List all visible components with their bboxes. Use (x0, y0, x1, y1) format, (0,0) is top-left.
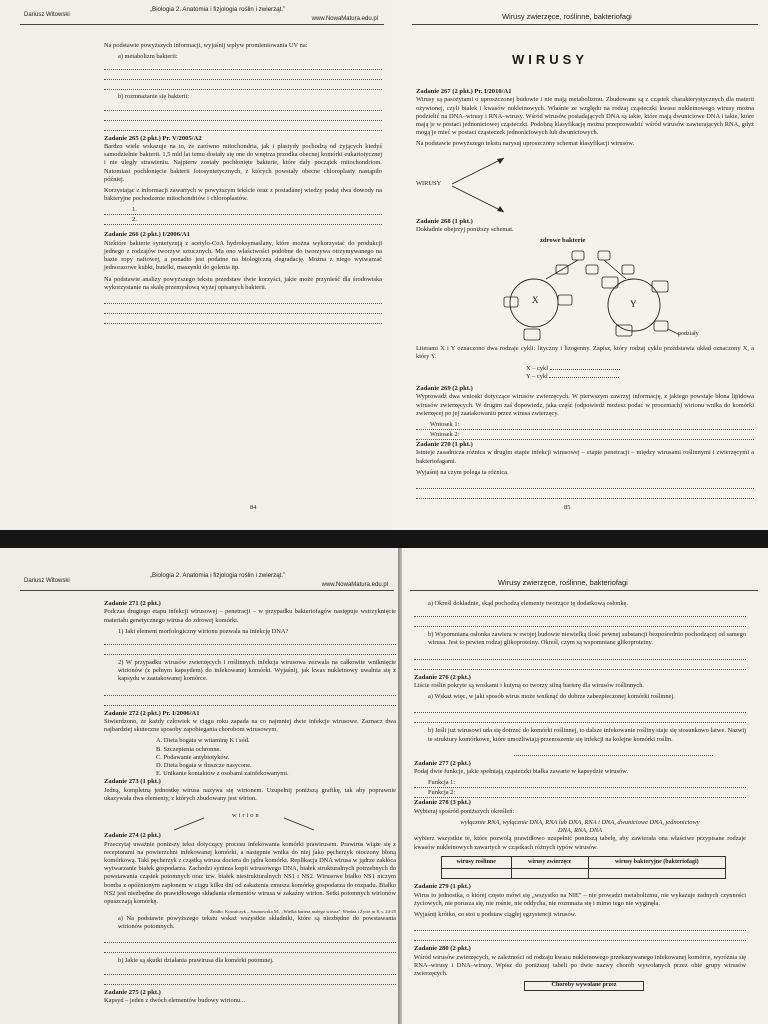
page-85 (392, 0, 768, 530)
answer-line (104, 976, 396, 985)
header-rule (20, 24, 384, 25)
col-bacteria: wirusy bakteryjne (bakteriofagi) (588, 856, 726, 869)
option-a[interactable]: A. Dieta bogata w witaminę K i sód. (156, 737, 250, 745)
task-273-heading: Zadanie 273 (1 pkt.) (104, 778, 161, 786)
answer-line (104, 295, 382, 304)
table-cell[interactable] (588, 869, 726, 879)
label-x: X (532, 295, 539, 306)
task-272-heading: Zadanie 272 (2 pkt.) Pr. I/2006/A1 (104, 709, 200, 717)
scan-gap (0, 530, 768, 548)
header-rule (410, 590, 758, 591)
classification-sketch (416, 152, 754, 218)
option-list (104, 737, 396, 778)
task-274-b: b) Jakie są skutki działania prawirusa dla komórki potomnej. (118, 957, 274, 965)
page-header (0, 0, 392, 26)
task-278-heading: Zadanie 278 (3 pkt.) (414, 799, 471, 807)
header-title: Wirusy zwierzęce, roślinne, bakteriofagi (498, 578, 628, 587)
page-header (392, 0, 768, 26)
task-278-question: wybierz wszystkie te, które pozwolą prawidłowo uzupełnić poniższą tabelę, aby zawierała ona właściwe przypisane rodzaje kwasów nukleinowych zawartych w cząstkach różnych typów wirusów. (414, 835, 746, 851)
virus-table (441, 856, 727, 880)
task-275-heading: Zadanie 275 (2 pkt.) (104, 988, 161, 996)
task-266-question: Na podstawie analizy powyższego tekstu przedstaw dwie korzyści, jakie może przynieść dla środowiska wykorzystanie na skalę przemysłową wyżej opisanych bakterii. (104, 275, 382, 291)
task-268-question: Literami X i Y oznaczono dwa rodzaje cykli: lityczny i lizogenny. Zapisz, który rodzaj cyklu przedstawia układ oznaczony X, a który Y. (416, 345, 754, 361)
x-cycle-label: X – cykl (526, 364, 549, 372)
question-a: a) metabolizm bakterii: (118, 53, 178, 61)
task-276-text: Liście roślin pokryte są woskami i kutyną co tworzy silną barierę dla wirusów roślinnych. (414, 682, 645, 689)
answer-2: 2. (104, 216, 382, 225)
answer-line (549, 377, 619, 378)
answer-y (416, 373, 754, 381)
task-278-text: Wybieraj spośród poniższych określeń: (414, 807, 515, 815)
answer-line (104, 687, 396, 696)
function-1: Funkcja 1: (414, 779, 746, 788)
page-body (104, 600, 396, 1008)
task-280-heading: Zadanie 280 (2 pkt.) (414, 945, 471, 953)
option-e[interactable]: E. Unikanie kontaktów z osobami zainfekowanymi. (156, 770, 289, 778)
answer-line (104, 305, 382, 314)
y-cycle-label: Y – cykl (526, 372, 548, 380)
answer-line (414, 932, 746, 941)
answer-1: 1. (104, 206, 382, 215)
branch-arrows (442, 152, 582, 218)
wirion-graphic (104, 806, 396, 832)
answer-line (414, 714, 746, 723)
header-title: „Biologia 2. Anatomia i fizjologia roślin i zwierząt.” (150, 572, 286, 579)
answer-x (416, 365, 754, 373)
col-animal: wirusy zwierzęce (511, 856, 588, 869)
answer-line (414, 704, 746, 713)
answer-line (514, 747, 713, 756)
option-c[interactable]: C. Podawanie antybiotyków. (156, 753, 230, 761)
header-rule (20, 590, 394, 591)
chapter-title: WIRUSY (512, 52, 588, 67)
page-body (416, 88, 754, 500)
task-271-heading: Zadanie 271 (2 pkt.) (104, 600, 161, 607)
answer-line (104, 315, 382, 324)
page-header (402, 566, 768, 592)
task-277-text: Podaj dwie funkcje, jakie spełniają cząsteczki białka zawarte w kapsydzie wirusów. (414, 768, 628, 776)
task-271-q1: 1) Jaki element morfologiczny wirionu pozwala na iniekcję DNA? (118, 627, 289, 635)
answer-line (550, 369, 620, 370)
intro-text: Na podstawie powyższych informacji, wyjaśnij wpływ promieniowania UV na: (104, 42, 308, 49)
header-url: www.NowaMatura.edu.pl (321, 582, 388, 588)
answer-line (104, 71, 382, 80)
task-273-text: Jedną, kompletną jednostkę wirusa nazywa się wirionem. Uzupełnij poniższą grafikę, tak aby poprawnie ukazywała dwa elementy, z których zbudowany jest wirion. (104, 786, 396, 802)
task-274-heading: Zadanie 274 (2 pkt.) (104, 832, 161, 840)
task-267-text: Wirusy są pasożytami o uproszczonej budowie i nie mają metabolizmu. Zbudowane są z cząstek charakterystycznych dla materii ożywionej, czyli białek i kwasów nukleinowych. Właśnie ze względu na rodzaj cząsteczki kwasu nukleinowego wirusy można podzielić na DNA–wirusy i RNA–wirusy. Wśród wirusów posiadających DNA są takie, które mają dwuniciowe DNA i takie, które mają je w postaci jednoniciowej cząsteczki. Podobną klasyfikację można przeprowadzić wśród wirusów zawierających RNA, gdyż mogą je mieć w postaci cząsteczek jednoniciowych lub dwuniciowych. (416, 96, 754, 137)
task-276-heading: Zadanie 276 (2 pkt.) (414, 673, 471, 681)
task-267-question: Na podstawie powyższego tekstu narysuj uproszczony schemat klasyfikacji wirusów. (416, 140, 635, 148)
conclusion-1: Wniosek 1: (416, 421, 754, 430)
question-b: b) rozmnażanie się bakterii: (118, 93, 190, 101)
label-y: Y (630, 299, 637, 310)
answer-line (104, 966, 396, 975)
task-271-text: Podczas drugiego etapu infekcji wirusowej – penetracji – w przypadku bakteriofagów następuje wstrzyknięcie materiału genetycznego wirusa do zdrowej komórki. (104, 608, 396, 624)
page-header (0, 566, 402, 592)
task-279-question: Wyjaśnij krótko, co stoi u podstaw ciągłej egzystencji wirusów. (414, 911, 577, 919)
table-cell[interactable] (511, 869, 588, 879)
answer-line (104, 646, 396, 655)
task-265-heading: Zadanie 265 (2 pkt.) Pr. V/2005/A2 (104, 134, 202, 142)
task-266-text: Niektóre bakterie syntetyzują z acetylo-CoA hydroksymaślany, które można wykorzystać do produkcji jednego z rodzajów tworzyw sztucznych. Ma ono właściwości podobne do tworzywa otrzymywanego na bazie ropy naftowej, a ponadto jest podatne na biologiczną degradację. Można z niego wytwarzać jednorazowe kubki, butelki, maszynki do golenia itp. (104, 239, 382, 272)
conclusion-2: Wniosek 2: (416, 431, 754, 440)
page-84 (0, 0, 392, 530)
term-list: wyłącznie RNA, wyłącznie DNA, RNA lub DNA, RNA i DNA, dwuniciowe DNA, jednoniciowy DNA, RNA, DNA (460, 819, 700, 835)
page-number: 85 (564, 503, 571, 511)
header-author: Dariusz Witowski (24, 578, 70, 584)
answer-line (416, 480, 754, 489)
answer-line (414, 651, 746, 660)
task-275-text: Kapsyd – jeden z dwóch elementów budowy wirionu... (104, 996, 245, 1004)
task-270-heading: Zadanie 270 (1 pkt.) (416, 440, 473, 448)
answer-line (104, 122, 382, 131)
task-268-text: Dokładnie obejrzyj poniższy schemat. (416, 226, 514, 233)
task-265-question: Korzystając z informacji zawartych w powyższym tekście oraz z posiadanej wiedzy podaj dwa dowody na bakteryjne pochodzenie mitochondriów i chloroplastów. (104, 186, 382, 203)
task-265-text: Bardzo wiele wskazuje na to, że zarówno mitochondria, jak i plastydy pochodzą od żyjących kiedyś samodzielnie bakterii. 1,5 mld lat temu dostały się one do wnętrza przodka obecnej komórki eukariotycznej i nie uległy strawieniu. Najpierw zostały pochłonięte bakterie, które dały początek mitochondriom. Natomiast pochłonięcie bakterii fotosyntetycznych, z których powstały obecne chloroplasty nastąpiło później. (104, 143, 382, 183)
answer-line (414, 618, 746, 627)
table-cell[interactable] (441, 869, 511, 879)
answer-line (104, 636, 396, 645)
task-268-heading: Zadanie 268 (1 pkt.) (416, 217, 473, 225)
task-276-a: a) Wskaż więc, w jaki sposób wirus może wniknąć do dobrze zabezpieczonej komórki roślinnej. (428, 693, 675, 701)
header-rule (412, 24, 758, 25)
task-279-heading: Zadanie 279 (1 pkt.) (414, 883, 471, 891)
wirion-label: wirion (232, 812, 261, 820)
page-number: 84 (250, 503, 257, 511)
task-274-a: a) Na podstawie powyższego tekstu wskaż wszystkie składniki, które są niezbędne do powstawania wirionów potomnych. (118, 914, 396, 931)
option-b[interactable]: B. Szczepienia ochronne. (156, 745, 221, 753)
disease-table-header: Choroby wywołane przez (524, 981, 644, 991)
header-title: Wirusy zwierzęce, roślinne, bakteriofagi (502, 12, 632, 21)
header-url: www.NowaMatura.edu.pl (311, 16, 378, 22)
answer-line (414, 661, 746, 670)
header-title: „Biologia 2. Anatomia i fizjologia roślin i zwierząt.” (150, 6, 286, 13)
source-note: Źródło: Kowalczyk – Szumowska M., „Wielka kariera małego wirusa", Wiedza i Życie nr 8, s. 24-25 (210, 909, 396, 915)
answer-line (414, 608, 746, 617)
function-2: Funkcja 2: (414, 789, 746, 798)
task-272-text: Stwierdzono, że każdy człowiek w ciągu roku zapada na co najmniej dwie infekcje wirusowe. Zaznacz dwa najbardziej skuteczne sposoby zapobiegania chorobom wirusowym. (104, 718, 396, 734)
task-277-heading: Zadanie 277 (2 pkt.) (414, 759, 471, 767)
task-267-heading: Zadanie 267 (2 pkt.) Pr. I/2010/A1 (416, 88, 512, 95)
page-87 (402, 548, 768, 1024)
option-d[interactable]: D. Dieta bogata w tłuszcze nasycone. (156, 761, 252, 769)
answer-line (104, 944, 396, 953)
page-86 (0, 548, 402, 1024)
task-269-heading: Zadanie 269 (2 pkt.) (416, 384, 473, 392)
answer-line (104, 934, 396, 943)
question-b: b) Wspomniana osłonka zawiera w swojej budowie niewielką ilość pewnej substancji bezpośrednio pochodzącej od samego wirusa. Jest to pewien rodzaj glikoproteiny. Określ, czym są wspomniane glikoproteiny. (428, 631, 746, 647)
task-269-text: Wyprowadź dwa wnioski dotyczące wirusów zwierzęcych. W pierwszym zawrzyj informację, z jakiego powstaje błona lipidowa wirusów zwierzęcych. W drugim zaś dopowiedz, jaka część (odpowiedź możesz podać w procentach) wirionu wnika do komórki zwierzęcej po jej zaatakowaniu przez wirusa zwierzęcy. (416, 393, 754, 417)
answer-line (104, 61, 382, 70)
label-podzialy: podziały (678, 331, 699, 338)
wirusy-label: WIRUSY (416, 179, 442, 187)
col-plant: wirusy roślinne (441, 856, 511, 869)
answer-line (104, 102, 382, 111)
task-279-text: Wirus to jednostka, o której często mówi się „wszystko na NIE" – nie prowadzi metabolizmu, nie wykazuje żadnych czynności życiowych, nie porusza się, nie rośnie, nie oddycha, nie rozmnaża się i mimo tego nie wyginęła. (414, 891, 746, 908)
task-266-heading: Zadanie 266 (2 pkt.) I/2006/A1 (104, 231, 190, 239)
page-body (104, 42, 382, 325)
answer-line (414, 922, 746, 931)
figure-title: zdrowe bakterie (540, 237, 586, 245)
answer-line (104, 81, 382, 90)
question-a: a) Określ dokładnie, skąd pochodzą elementy tworzące tę dodatkową osłonkę. (428, 600, 628, 607)
task-270-text: Istnieje zasadnicza różnica w drugim etapie infekcji wirusowej – etapie penetracji – między wirusami roślinnymi i zwierzęcymi a bakteriofagami. (416, 449, 754, 465)
task-280-text: Wśród wirusów zwierzęcych, w zależności od rodzaju kwasu nukleinowego przekazywanego infekowanej komórce, wyróżnia się RNA–wirusy i DNA–wirusy. Wpisz do poniższej tabeli po dwie nazwy chorób wywołanych przez obie grupy wirusów zwierzęcych. (414, 953, 747, 978)
header-author: Dariusz Witowski (24, 12, 70, 18)
page-body (414, 600, 746, 991)
task-274-text: Przeczytaj uważnie poniższy tekst dotyczący procesu infekowania komórki prawirusem. Prawirus wiąże się z receptorami na powierzchni infekowanej komórki, a następnie wnika do niej jako pęcherzyk otoczony błoną komórkową. Taki pęcherzyk z cząstką wirusa dociera do jądra komórki. Replikacja DNA wirusa w jądrze zakłóca wytwarzanie białek gospodarza. Zachodzi synteza kopii wirusowego DNA, białek strukturalnych potrzebnych do powstawania cząstek potomnych oraz tzw. białek niestrukturalnych NS1 i NS2. Wirusowe białko NS1 niczym bomba z opóźnionym zapłonem w ciągu kilku dni od zakażenia zmusza komórkę gospodarza do rozpadu. Białko NS2 jest niezbędne do prawidłowego składania elementów wirusa w zakaźny wirion. Setki potomnych wirionów opuszczają komórkę. (104, 840, 396, 905)
answer-line (104, 112, 382, 121)
task-276-b: b) Jeśli już wirusowi uda się dotrzeć do komórki roślinnej, to dalsze infekowanie rośliny staje się stosunkowo łatwe. Nazwij te struktury komórkowe, które umożliwiają przenoszenie się infekcji na kolejne komórki roślin. (428, 727, 746, 743)
answer-line (416, 490, 754, 499)
task-271-q2: 2) W przypadku wirusów zwierzęcych i roślinnych infekcja wirusowa zezwala na całkowite wniknięcie wirionów (z pełnym kapsydem) do infekowanej komórki. Wyjaśnij, jak kwas nukleinowy uwalnia się z kapsydu w zaatakowanej komórce. (118, 659, 396, 683)
phage-cycle-figure (416, 237, 754, 345)
answer-line (104, 697, 396, 706)
task-270-question: Wyjaśnij na czym polega ta różnica. (416, 468, 509, 476)
